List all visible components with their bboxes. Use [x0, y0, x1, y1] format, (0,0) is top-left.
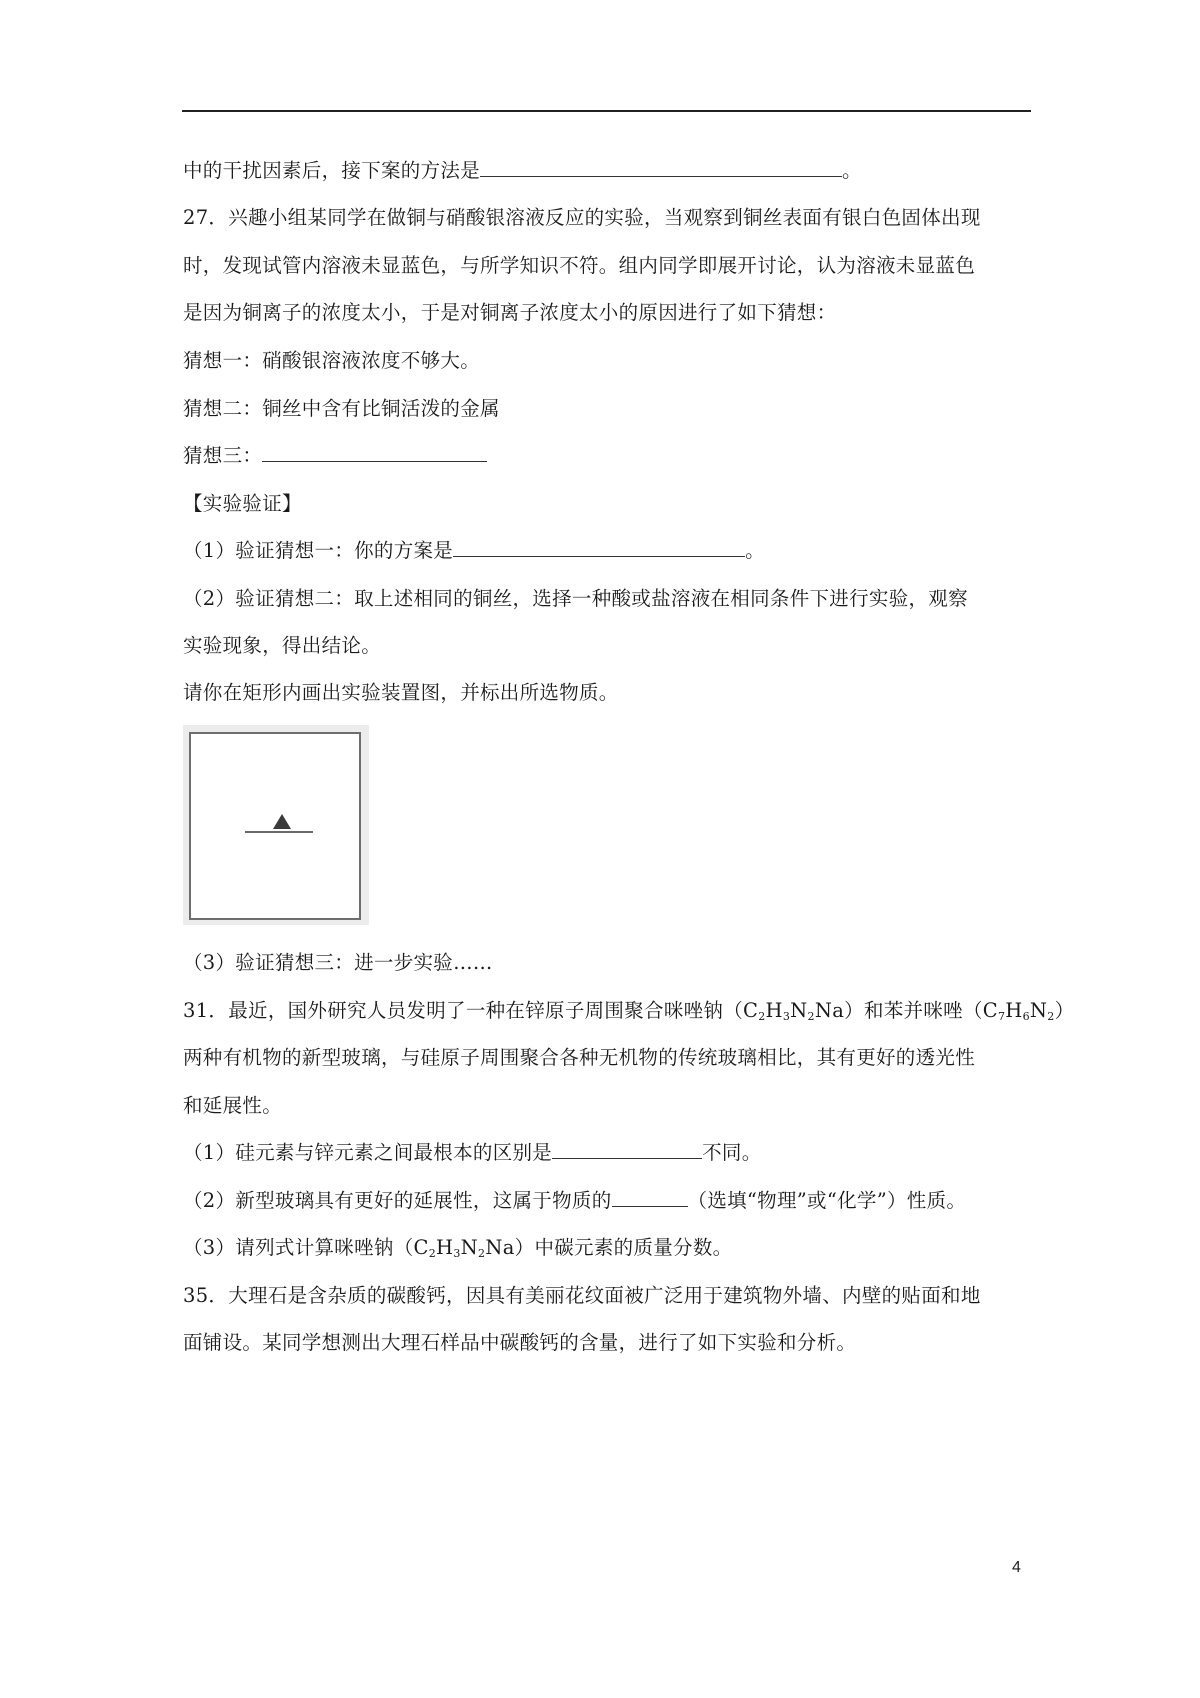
verify-2-line-1: （2）验证猜想二：取上述相同的铜丝，选择一种酸或盐溶液在相同条件下进行实验，观察 — [183, 587, 968, 610]
part-2-blank[interactable] — [612, 1188, 688, 1207]
hypothesis-3: 猜想三： — [183, 443, 487, 469]
question-35-line-1: 35．大理石是含杂质的碳酸钙，因具有美丽花纹面被广泛用于建筑物外墙、内壁的贴面和地 — [183, 1284, 981, 1307]
question-35-line-2: 面铺设。某同学想测出大理石样品中碳酸钙的含量，进行了如下实验和分析。 — [183, 1331, 857, 1354]
verify-1-blank[interactable] — [453, 538, 745, 557]
question-31-part-2: （2）新型玻璃具有更好的延展性，这属于物质的 （选填“物理”或“化学”）性质。 — [183, 1189, 967, 1212]
question-31-line-1: 31．最近，国外研究人员发明了一种在锌原子周围聚合咪唑钠$(C_2H_3N_2Na)$和苯并咪唑$(C_7H_6N_2)$ — [183, 999, 1075, 1023]
question-31-part-3: （3）请列式计算咪唑钠$(C_2H_3N_2Na)$中碳元素的质量分数。 — [183, 1236, 733, 1260]
question-31-line-2: 两种有机物的新型玻璃，与硅原子周围聚合各种无机物的传统玻璃相比，其有更好的透光性 — [183, 1046, 976, 1069]
question-31-part-1: （1）硅元素与锌元素之间最根本的区别是 不同。 — [183, 1141, 762, 1164]
question-27-line-1: 27．兴趣小组某同学在做铜与硝酸银溶液反应的实验，当观察到铜丝表面有银白色固体出现 — [183, 206, 981, 229]
drawing-rectangle[interactable] — [183, 725, 369, 925]
drawing-area — [189, 732, 361, 920]
hypothesis-3-blank[interactable] — [262, 443, 487, 462]
text-line-1: 中的干扰因素后，接下案的方法是 。 — [183, 159, 862, 182]
baseline-mark — [245, 831, 313, 833]
page-number: 4 — [1012, 1559, 1021, 1576]
draw-instruction: 请你在矩形内画出实验装置图，并标出所选物质。 — [183, 681, 619, 704]
verify-3: （3）验证猜想三：进一步实验…… — [183, 951, 493, 974]
verify-1: （1）验证猜想一：你的方案是 。 — [183, 539, 765, 562]
answer-blank[interactable] — [480, 158, 842, 177]
question-31-line-3: 和延展性。 — [183, 1094, 283, 1117]
header-rule — [182, 110, 1031, 112]
question-27-line-2: 时，发现试管内溶液未显蓝色，与所学知识不符。组内同学即展开讨论，认为溶液未显蓝色 — [183, 254, 976, 277]
hypothesis-1: 猜想一：硝酸银溶液浓度不够大。 — [183, 349, 481, 372]
verify-2-line-2: 实验现象，得出结论。 — [183, 634, 382, 657]
question-27-line-3: 是因为铜离子的浓度太小，于是对铜离子浓度太小的原因进行了如下猜想： — [183, 301, 837, 324]
part-1-blank[interactable] — [552, 1140, 702, 1159]
section-heading-experiment: 【实验验证】 — [183, 492, 302, 515]
triangle-mark-icon — [273, 814, 291, 829]
hypothesis-2: 猜想二：铜丝中含有比铜活泼的金属 — [183, 397, 500, 420]
